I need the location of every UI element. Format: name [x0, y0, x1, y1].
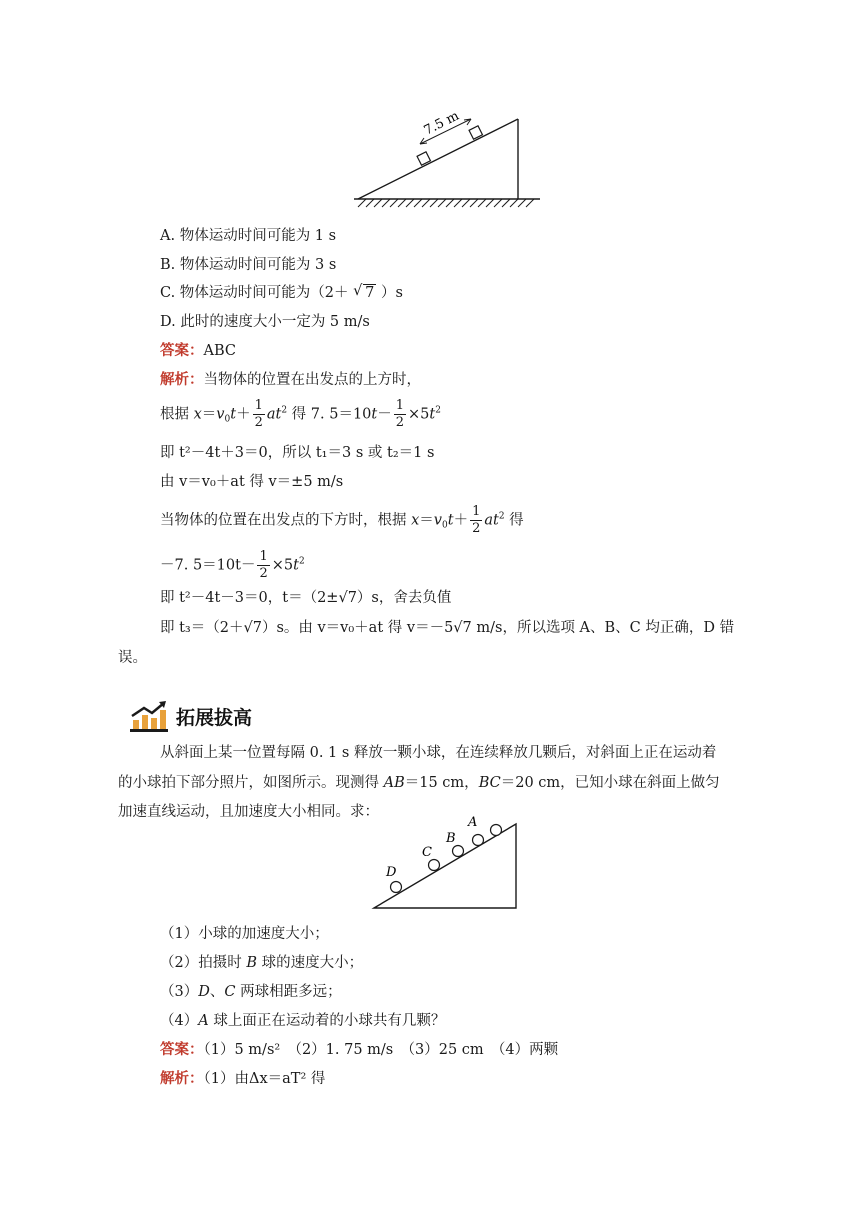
question-1: （1）小球的加速度大小；: [160, 926, 329, 942]
option-a: A. 物体运动时间可能为 1 s: [160, 228, 337, 244]
ball-b: [473, 835, 484, 846]
section-title: 拓展拔高: [176, 706, 253, 729]
analysis-1-line-8a: 即 t₃＝（2＋√7）s。由 v＝v₀＋at 得 v＝－5√7 m/s，所以选项 A、B、C 均正确，D 错: [160, 620, 735, 636]
section-heading: [130, 700, 252, 732]
ball-e: [391, 882, 402, 893]
problem-line-2: 的小球拍下部分照片，如图所示。现测得 AB＝15 cm，BC＝20 cm，已知小球在斜面上做匀: [118, 775, 720, 791]
incline-figure-1: [350, 108, 545, 212]
problem-line-3: 加速直线运动，且加速度大小相同。求：: [118, 804, 379, 820]
incline-figure-2: [368, 814, 524, 912]
analysis-1-line-8b: 误。: [118, 650, 147, 666]
label-a: A: [468, 815, 478, 830]
analysis-1-line-6: －7. 5＝10t－ $\frac{1}{2}$ $\times 5t^2$: [160, 549, 305, 581]
ball-c: [453, 846, 464, 857]
analysis-2: 解析：（1）由Δx＝aT² 得: [160, 1070, 326, 1087]
problem-line-1: 从斜面上某一位置每隔 0. 1 s 释放一颗小球，在连续释放几颗后，对斜面上正在运动着: [160, 745, 717, 761]
option-c: C. 物体运动时间可能为（2＋ √ 7 ）s: [160, 283, 403, 303]
growth-chart-icon: [130, 700, 168, 732]
analysis-1-line-1: 解析：当物体的位置在出发点的上方时，: [160, 371, 421, 388]
answer-1: 答案：ABC: [160, 342, 236, 359]
question-2: （2）拍摄时 B 球的速度大小；: [160, 955, 364, 971]
option-b: B. 物体运动时间可能为 3 s: [160, 257, 337, 273]
label-b: B: [446, 831, 456, 846]
analysis-1-line-5: 当物体的位置在出发点的下方时，根据 $x=v_0t+$ $\frac{1}{2}$ $at^2$ 得: [160, 504, 524, 536]
question-3: （3）D、C 两球相距多远；: [160, 984, 342, 1000]
option-d: D. 此时的速度大小一定为 5 m/s: [160, 314, 370, 330]
question-4: （4）A 球上面正在运动着的小球共有几颗？: [160, 1013, 446, 1029]
distance-label: 7.5 m: [421, 108, 462, 139]
analysis-1-line-3: 即 t²－4t＋3＝0，所以 t₁＝3 s 或 t₂＝1 s: [160, 445, 435, 461]
label-d: D: [386, 865, 397, 880]
ball-a: [491, 825, 502, 836]
ball-d: [429, 860, 440, 871]
label-c: C: [422, 845, 432, 860]
analysis-1-line-2: 根据 $x=v_0t+$ $\frac{1}{2}$ $at^2$ 得 7. 5＝10t－ $\frac{1}{2}$ $\times 5t^2$: [160, 398, 441, 430]
answer-2: 答案：（1）5 m/s² （2）1. 75 m/s （3）25 cm （4）两颗: [160, 1041, 559, 1058]
analysis-1-line-4: 由 v＝v₀＋at 得 v＝±5 m/s: [160, 474, 344, 490]
analysis-1-line-7: 即 t²－4t－3＝0，t＝（2±√7）s，舍去负值: [160, 590, 452, 606]
